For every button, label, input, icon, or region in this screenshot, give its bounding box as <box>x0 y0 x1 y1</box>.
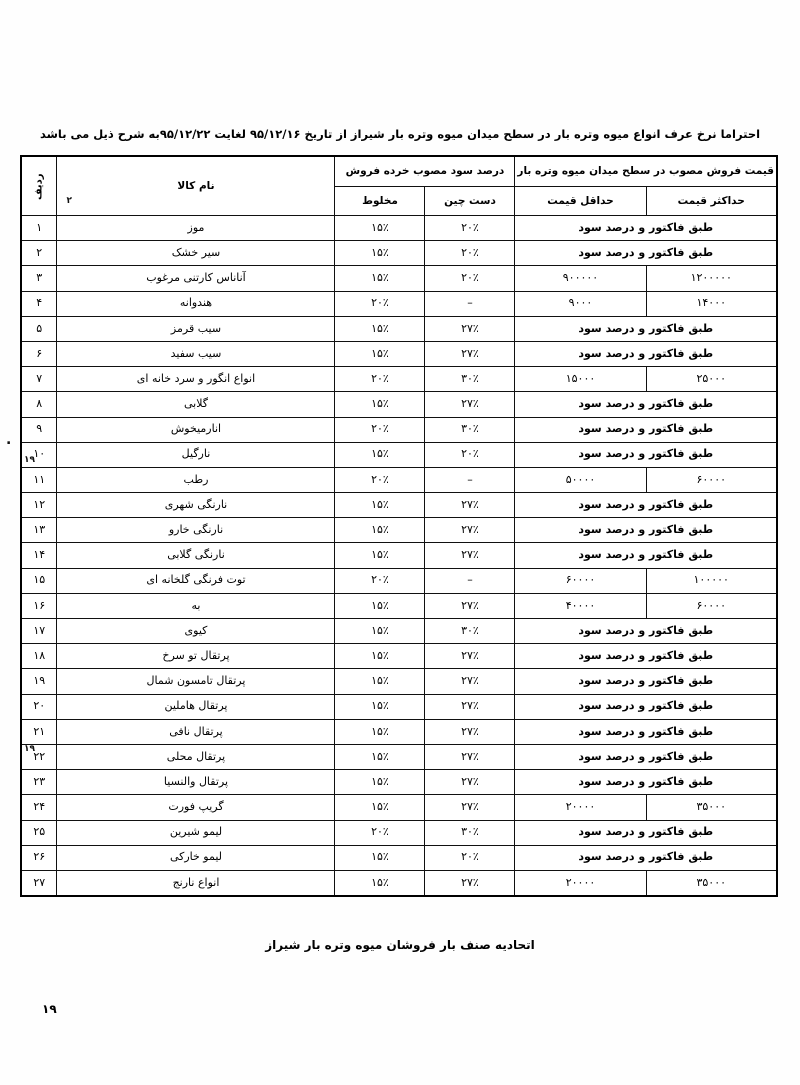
cell-goods-name: انارمیخوش <box>57 417 335 442</box>
cell-row-index: ۲۶ <box>21 845 57 870</box>
cell-handpicked-percent: ۲۷٪ <box>425 543 515 568</box>
cell-goods-name: نارنگی گلابی <box>57 543 335 568</box>
cell-mixed-percent: ۱۵٪ <box>335 442 425 467</box>
cell-invoice-note: طبق فاکتور و درصد سود <box>515 845 777 870</box>
cell-row-index: ۱۹ <box>21 669 57 694</box>
header-goods-name: نام کالا <box>57 156 335 216</box>
cell-row-index: ۶ <box>21 341 57 366</box>
cell-goods-name: پرتقال والنسیا <box>57 770 335 795</box>
cell-handpicked-percent: – <box>425 291 515 316</box>
scan-mark-edge: . <box>6 432 12 448</box>
document-footer: اتحادیه صنف بار فروشان میوه وتره بار شیراز <box>265 938 535 952</box>
cell-row-index: ۱۸ <box>21 644 57 669</box>
cell-min-price: ۴۰۰۰۰ <box>515 593 646 618</box>
cell-mixed-percent: ۱۵٪ <box>335 619 425 644</box>
cell-max-price: ۳۵۰۰۰ <box>646 870 777 896</box>
cell-row-index: ۲۰ <box>21 694 57 719</box>
cell-invoice-note: طبق فاکتور و درصد سود <box>515 619 777 644</box>
cell-row-index: ۲۳ <box>21 770 57 795</box>
table-row <box>21 845 777 870</box>
cell-invoice-note: طبق فاکتور و درصد سود <box>515 694 777 719</box>
cell-min-price: ۵۰۰۰۰ <box>515 467 646 492</box>
table-row <box>21 619 777 644</box>
cell-row-index: ۱۷ <box>21 619 57 644</box>
cell-mixed-percent: ۱۵٪ <box>335 845 425 870</box>
table-row <box>21 770 777 795</box>
cell-goods-name: هندوانه <box>57 291 335 316</box>
cell-mixed-percent: ۱۵٪ <box>335 543 425 568</box>
cell-row-index: ۴ <box>21 291 57 316</box>
cell-handpicked-percent: ۳۰٪ <box>425 820 515 845</box>
page-number: ۱۹ <box>42 1002 57 1016</box>
cell-handpicked-percent: ۲۰٪ <box>425 266 515 291</box>
cell-invoice-note: طبق فاکتور و درصد سود <box>515 518 777 543</box>
cell-mixed-percent: ۱۵٪ <box>335 216 425 241</box>
cell-goods-name: سیب سفید <box>57 341 335 366</box>
cell-goods-name: موز <box>57 216 335 241</box>
table-head <box>21 156 777 216</box>
cell-max-price: ۶۰۰۰۰ <box>646 467 777 492</box>
cell-mixed-percent: ۲۰٪ <box>335 820 425 845</box>
cell-invoice-note: طبق فاکتور و درصد سود <box>515 820 777 845</box>
cell-handpicked-percent: ۲۰٪ <box>425 442 515 467</box>
header-price-group: قیمت فروش مصوب در سطح میدان میوه وتره بار <box>515 156 777 186</box>
cell-row-index: ۱۰ <box>21 442 57 467</box>
cell-handpicked-percent: ۲۷٪ <box>425 694 515 719</box>
cell-goods-name: انواع انگور و سرد خانه ای <box>57 367 335 392</box>
cell-goods-name: لیمو خارکی <box>57 845 335 870</box>
cell-goods-name: پرتقال نافی <box>57 719 335 744</box>
cell-invoice-note: طبق فاکتور و درصد سود <box>515 744 777 769</box>
cell-row-index: ۲۵ <box>21 820 57 845</box>
header-row-index-label: ردیف <box>33 173 45 200</box>
cell-mixed-percent: ۱۵٪ <box>335 719 425 744</box>
cell-goods-name: گریپ فورت <box>57 795 335 820</box>
cell-max-price: ۳۵۰۰۰ <box>646 795 777 820</box>
cell-mixed-percent: ۱۵٪ <box>335 870 425 896</box>
cell-mixed-percent: ۲۰٪ <box>335 467 425 492</box>
cell-goods-name: نارنگی خارو <box>57 518 335 543</box>
cell-goods-name: سیر خشک <box>57 241 335 266</box>
cell-handpicked-percent: – <box>425 467 515 492</box>
cell-max-price: ۱۰۰۰۰۰ <box>646 568 777 593</box>
rates-table-container <box>22 155 778 897</box>
table-row <box>21 593 777 618</box>
table-row <box>21 417 777 442</box>
cell-handpicked-percent: ۲۷٪ <box>425 669 515 694</box>
table-row <box>21 870 777 896</box>
table-row <box>21 341 777 366</box>
cell-row-index: ۱۵ <box>21 568 57 593</box>
cell-goods-name: لیمو شیرین <box>57 820 335 845</box>
table-row <box>21 568 777 593</box>
cell-goods-name: رطب <box>57 467 335 492</box>
cell-handpicked-percent: ۲۷٪ <box>425 644 515 669</box>
cell-mixed-percent: ۱۵٪ <box>335 770 425 795</box>
cell-goods-name: آناناس کارتنی مرغوب <box>57 266 335 291</box>
table-row <box>21 820 777 845</box>
cell-goods-name: پرتقال هاملین <box>57 694 335 719</box>
table-row <box>21 316 777 341</box>
cell-row-index: ۱۳ <box>21 518 57 543</box>
cell-row-index: ۱۲ <box>21 493 57 518</box>
cell-goods-name: نارنگی شهری <box>57 493 335 518</box>
cell-invoice-note: طبق فاکتور و درصد سود <box>515 392 777 417</box>
table-row <box>21 216 777 241</box>
cell-row-index: ۲۷ <box>21 870 57 896</box>
cell-mixed-percent: ۱۵٪ <box>335 266 425 291</box>
header-min-price: حداقل قیمت <box>515 186 646 216</box>
cell-row-index: ۷ <box>21 367 57 392</box>
cell-row-index: ۸ <box>21 392 57 417</box>
cell-handpicked-percent: ۲۷٪ <box>425 870 515 896</box>
cell-mixed-percent: ۱۵٪ <box>335 341 425 366</box>
header-max-price: حداکثر قیمت <box>646 186 777 216</box>
cell-goods-name: پرتقال محلی <box>57 744 335 769</box>
cell-row-index: ۲ <box>21 241 57 266</box>
cell-row-index: ۲۱ <box>21 719 57 744</box>
cell-row-index: ۲۴ <box>21 795 57 820</box>
cell-invoice-note: طبق فاکتور و درصد سود <box>515 241 777 266</box>
cell-min-price: ۹۰۰۰ <box>515 291 646 316</box>
cell-mixed-percent: ۲۰٪ <box>335 367 425 392</box>
rates-table <box>20 155 778 897</box>
table-row <box>21 644 777 669</box>
cell-goods-name: توت فرنگی گلخانه ای <box>57 568 335 593</box>
cell-row-index: ۱۴ <box>21 543 57 568</box>
cell-handpicked-percent: ۲۰٪ <box>425 216 515 241</box>
cell-row-index: ۵ <box>21 316 57 341</box>
cell-mixed-percent: ۲۰٪ <box>335 568 425 593</box>
cell-mixed-percent: ۱۵٪ <box>335 644 425 669</box>
cell-mixed-percent: ۱۵٪ <box>335 795 425 820</box>
cell-handpicked-percent: ۲۰٪ <box>425 241 515 266</box>
cell-invoice-note: طبق فاکتور و درصد سود <box>515 417 777 442</box>
document-title: احتراما نرخ عرف انواع میوه وتره بار در سطح میدان میوه وتره بار شیراز از تاریخ ۹۵/۱۲/۱۶ لغایت ۹۵/۱۲/۲۲به شرح ذیل می باشد <box>39 127 761 141</box>
cell-mixed-percent: ۱۵٪ <box>335 316 425 341</box>
table-row <box>21 795 777 820</box>
cell-handpicked-percent: ۲۷٪ <box>425 316 515 341</box>
cell-invoice-note: طبق فاکتور و درصد سود <box>515 216 777 241</box>
table-row <box>21 467 777 492</box>
cell-handpicked-percent: ۲۷٪ <box>425 795 515 820</box>
cell-min-price: ۲۰۰۰۰ <box>515 870 646 896</box>
cell-mixed-percent: ۲۰٪ <box>335 417 425 442</box>
cell-invoice-note: طبق فاکتور و درصد سود <box>515 770 777 795</box>
cell-mixed-percent: ۱۵٪ <box>335 694 425 719</box>
cell-row-index: ۱ <box>21 216 57 241</box>
cell-mixed-percent: ۱۵٪ <box>335 593 425 618</box>
table-row <box>21 266 777 291</box>
cell-goods-name: نارگیل <box>57 442 335 467</box>
cell-max-price: ۱۴۰۰۰ <box>646 291 777 316</box>
cell-invoice-note: طبق فاکتور و درصد سود <box>515 644 777 669</box>
table-head-row-1 <box>21 156 777 186</box>
cell-row-index: ۱۱ <box>21 467 57 492</box>
cell-mixed-percent: ۲۰٪ <box>335 291 425 316</box>
table-row <box>21 719 777 744</box>
table-row <box>21 669 777 694</box>
table-row <box>21 291 777 316</box>
cell-row-index: ۳ <box>21 266 57 291</box>
cell-goods-name: گلابی <box>57 392 335 417</box>
cell-handpicked-percent: ۲۰٪ <box>425 845 515 870</box>
cell-invoice-note: طبق فاکتور و درصد سود <box>515 341 777 366</box>
cell-invoice-note: طبق فاکتور و درصد سود <box>515 719 777 744</box>
cell-handpicked-percent: ۲۷٪ <box>425 341 515 366</box>
cell-mixed-percent: ۱۵٪ <box>335 669 425 694</box>
cell-handpicked-percent: ۲۷٪ <box>425 744 515 769</box>
cell-handpicked-percent: ۲۷٪ <box>425 593 515 618</box>
cell-min-price: ۱۵۰۰۰ <box>515 367 646 392</box>
cell-handpicked-percent: ۲۷٪ <box>425 518 515 543</box>
cell-row-index: ۹ <box>21 417 57 442</box>
cell-invoice-note: طبق فاکتور و درصد سود <box>515 316 777 341</box>
cell-handpicked-percent: ۳۰٪ <box>425 619 515 644</box>
cell-invoice-note: طبق فاکتور و درصد سود <box>515 442 777 467</box>
cell-max-price: ۶۰۰۰۰ <box>646 593 777 618</box>
cell-goods-name: کیوی <box>57 619 335 644</box>
cell-invoice-note: طبق فاکتور و درصد سود <box>515 669 777 694</box>
header-row-index <box>21 156 57 216</box>
cell-min-price: ۹۰۰۰۰۰ <box>515 266 646 291</box>
cell-row-index: ۲۲ <box>21 744 57 769</box>
table-row <box>21 442 777 467</box>
cell-goods-name: سیب قرمز <box>57 316 335 341</box>
cell-handpicked-percent: ۲۷٪ <box>425 392 515 417</box>
cell-goods-name: انواع نارنج <box>57 870 335 896</box>
cell-handpicked-percent: ۳۰٪ <box>425 417 515 442</box>
cell-max-price: ۱۲۰۰۰۰۰ <box>646 266 777 291</box>
scan-mark-lower: ۱۹ <box>24 744 35 754</box>
cell-handpicked-percent: – <box>425 568 515 593</box>
cell-invoice-note: طبق فاکتور و درصد سود <box>515 493 777 518</box>
cell-row-index: ۱۶ <box>21 593 57 618</box>
cell-handpicked-percent: ۲۷٪ <box>425 493 515 518</box>
cell-mixed-percent: ۱۵٪ <box>335 493 425 518</box>
header-mixed: مخلوط <box>335 186 425 216</box>
cell-handpicked-percent: ۲۷٪ <box>425 770 515 795</box>
cell-min-price: ۶۰۰۰۰ <box>515 568 646 593</box>
cell-handpicked-percent: ۲۷٪ <box>425 719 515 744</box>
cell-mixed-percent: ۱۵٪ <box>335 241 425 266</box>
cell-handpicked-percent: ۳۰٪ <box>425 367 515 392</box>
table-row <box>21 694 777 719</box>
cell-goods-name: پرتقال تامسون شمال <box>57 669 335 694</box>
cell-max-price: ۲۵۰۰۰ <box>646 367 777 392</box>
header-profit-group: درصد سود مصوب خرده فروش <box>335 156 515 186</box>
table-row <box>21 543 777 568</box>
cell-goods-name: پرتقال تو سرخ <box>57 644 335 669</box>
table-row <box>21 392 777 417</box>
table-row <box>21 518 777 543</box>
cell-min-price: ۲۰۰۰۰ <box>515 795 646 820</box>
table-row <box>21 744 777 769</box>
table-row <box>21 493 777 518</box>
cell-mixed-percent: ۱۵٪ <box>335 518 425 543</box>
table-row <box>21 367 777 392</box>
scan-mark-middle: ۱۹ <box>24 455 35 465</box>
cell-invoice-note: طبق فاکتور و درصد سود <box>515 543 777 568</box>
cell-goods-name: به <box>57 593 335 618</box>
table-row <box>21 241 777 266</box>
cell-mixed-percent: ۱۵٪ <box>335 392 425 417</box>
cell-mixed-percent: ۱۵٪ <box>335 744 425 769</box>
header-handpicked: دست چین <box>425 186 515 216</box>
table-body <box>21 216 777 897</box>
scan-mark-top: ۲ <box>66 196 72 206</box>
